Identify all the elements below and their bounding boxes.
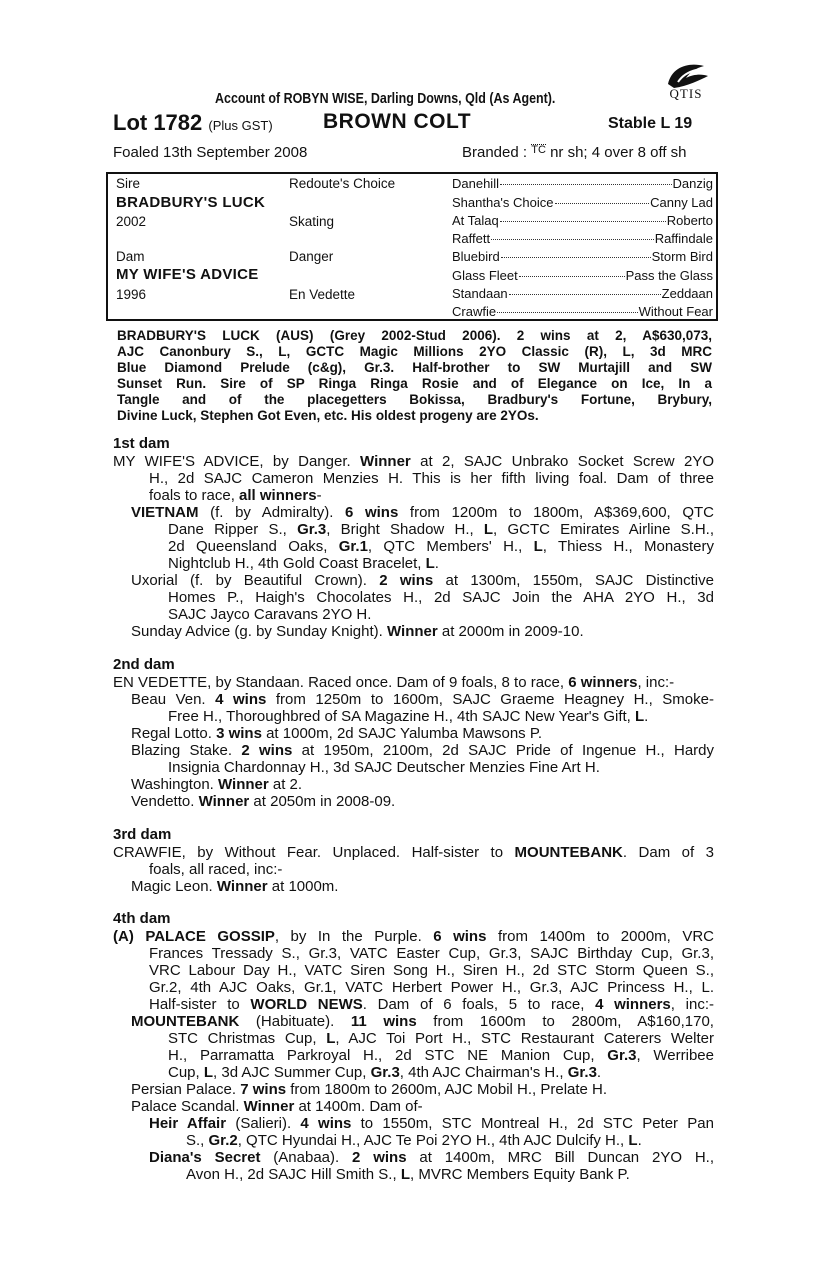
leader-dots — [500, 221, 666, 222]
family-line-pp1 — [131, 1081, 607, 1098]
bold-text: Diana's Secret — [149, 1149, 261, 1166]
family-line-c2 — [149, 861, 282, 878]
text: S., — [186, 1132, 209, 1149]
text: MY WIFE'S ADVICE, by Danger. — [113, 453, 361, 470]
ancestor-row — [452, 231, 713, 246]
ancestor-sire: Storm Bird — [651, 249, 713, 264]
family-line-h1 — [149, 1115, 714, 1132]
text: , by In the Purple. — [274, 928, 434, 945]
bold-text: 7 wins — [240, 1081, 287, 1098]
heading-2nd-dam: 2nd dam — [113, 656, 175, 673]
text: H., 2d SAJC Cameron Menzies H. This is her fifth living foal. Dam of three — [149, 470, 714, 487]
text: , Thiess H., Monastery — [542, 538, 715, 555]
text: Magic Leon. — [131, 878, 217, 895]
text: . — [637, 1132, 642, 1149]
bold-text: 3 wins — [216, 725, 262, 742]
sire-summary-line: Divine Luck, Stephen Got Even, etc. His oldest progeny are 2YOs. — [117, 408, 539, 423]
dam-dam: En Vedette — [289, 287, 356, 302]
stable-label: Stable L 19 — [608, 115, 693, 132]
text: (Habituate). — [239, 1013, 351, 1030]
text: . — [596, 1064, 602, 1081]
bold-text: MOUNTEBANK — [514, 844, 623, 861]
bold-text: 2 wins — [352, 1149, 407, 1166]
text: Gr.2, 4th AJC Oaks, Gr.1, VATC Herbert Power H., Gr.3, AJC Princess H., L. — [149, 979, 714, 996]
bold-text: Gr.3 — [297, 521, 327, 538]
bold-text: 4 wins — [300, 1115, 352, 1132]
family-line-c1 — [113, 844, 714, 861]
text: Avon H., 2d SAJC Hill Smith S., — [186, 1166, 401, 1183]
sire-year: 2002 — [116, 214, 147, 229]
bold-text: L — [635, 708, 645, 725]
text: at 2, SAJC Unbrako Socket Screw 2YO — [410, 453, 714, 470]
text: to 1550m, STC Montreal H., 2d STC Peter Pan — [351, 1115, 714, 1132]
text: (f. by Admiralty). — [198, 504, 345, 521]
bold-text: Winner — [198, 793, 250, 810]
text: at 1950m, 2100m, 2d SAJC Pride of Ingenue H., Hardy — [292, 742, 715, 759]
family-line-h2 — [186, 1132, 642, 1149]
text: , inc:- — [670, 996, 714, 1013]
bold-text: Winner — [218, 776, 269, 793]
heading-3rd-dam: 3rd dam — [113, 826, 172, 843]
text: H., Parramatta Parkroyal H., 2d STC NE Manion Cup, — [168, 1047, 608, 1064]
text: Nightclub H., 4th Gold Coast Bracelet, — [168, 555, 426, 572]
text: Beau Ven. — [131, 691, 216, 708]
text: VRC Labour Day H., VATC Siren Song H., Siren H., 2d STC Storm Queen S., — [149, 962, 714, 979]
account-line: Account of ROBYN WISE, Darling Downs, Qld (As Agent). — [215, 91, 556, 107]
bold-text: L — [400, 1166, 410, 1183]
bold-text: 11 wins — [350, 1013, 417, 1030]
leader-dots — [519, 276, 625, 277]
text: at 2000m in 2009-10. — [437, 623, 584, 640]
text: Frances Tressady S., Gr.3, VATC Easter Cup, Gr.3, SAJC Birthday Cup, Gr.3, — [149, 945, 714, 962]
sire-summary-line: Sunset Run. Sire of SP Ringa Ringa Rosie and of Elegance on Ice, In a — [117, 376, 712, 391]
family-line-m4 — [168, 1064, 601, 1081]
bold-text: 4 winners — [595, 996, 671, 1013]
sire-sire: Redoute's Choice — [289, 176, 396, 191]
ancestor: Glass Fleet — [452, 268, 518, 283]
family-line-vd1 — [131, 793, 395, 810]
bold-text: Winner — [243, 1098, 295, 1115]
sire-label: Sire — [116, 176, 141, 191]
logo-text: QTIS — [669, 86, 703, 101]
text: at 1000m, 2d SAJC Yalumba Mawsons P. — [261, 725, 543, 742]
bold-text: all winners — [239, 487, 317, 504]
ancestor-row — [452, 195, 713, 210]
family-line-p2 — [149, 945, 714, 962]
text: , Werribee — [636, 1047, 714, 1064]
family-line-p4 — [149, 979, 714, 996]
text: 2d Queensland Oaks, — [168, 538, 339, 555]
branded-label: Branded : — [462, 144, 528, 161]
text: Uxorial (f. by Beautiful Crown). — [131, 572, 380, 589]
text: foals, all raced, inc:- — [149, 861, 283, 878]
sire-summary — [117, 328, 712, 424]
text: at 1400m, MRC Bill Duncan 2YO H., — [406, 1149, 715, 1166]
text: STC Christmas Cup, — [168, 1030, 327, 1047]
bold-text: 6 wins — [433, 928, 487, 945]
text: EN VEDETTE, by Standaan. Raced once. Dam of 9 foals, 8 to race, — [113, 674, 569, 691]
brand-mark-icon: TC — [531, 144, 546, 156]
text: Homes P., Haigh's Chocolates H., 2d SAJC Join the AHA 2YO H., 3d — [168, 589, 714, 606]
text: - — [316, 487, 322, 504]
bold-text: 2 wins — [379, 572, 434, 589]
ancestor-row — [452, 176, 713, 191]
bold-text: L — [483, 521, 494, 538]
bold-text: Gr.2 — [208, 1132, 238, 1149]
dam-year: 1996 — [116, 287, 147, 302]
text: Free H., Thoroughbred of SA Magazine H., 4th SAJC New Year's Gift, — [168, 708, 635, 725]
family-line-ds2 — [186, 1166, 630, 1183]
text: from 1200m to 1800m, A$369,600, QTC — [398, 504, 714, 521]
foaled-date: Foaled 13th September 2008 — [113, 144, 308, 161]
family-line-u3 — [168, 606, 371, 623]
family-line-v3 — [168, 538, 714, 555]
text: (Anabaa). — [260, 1149, 353, 1166]
branded-info — [462, 144, 687, 161]
ancestor: Crawfie — [452, 304, 497, 319]
family-line-u2 — [168, 589, 714, 606]
heading-1st-dam: 1st dam — [113, 435, 170, 452]
family-line-s1 — [131, 623, 584, 640]
bold-text: L — [425, 555, 435, 572]
leader-dots — [497, 312, 638, 313]
bold-text: L — [326, 1030, 336, 1047]
text: foals to race, — [149, 487, 240, 504]
family-line-d1c — [149, 487, 322, 504]
ancestor-row — [452, 304, 713, 319]
family-line-v1 — [131, 504, 714, 521]
family-line-ps1 — [131, 1098, 423, 1115]
ancestor-sire: Pass the Glass — [625, 268, 713, 283]
sire-summary-line: AJC Canonbury S., L, GCTC Magic Millions 2YO Classic (R), L, 3d MRC — [117, 344, 712, 359]
heading-4th-dam: 4th dam — [113, 910, 171, 927]
pedigree-table — [106, 172, 718, 321]
ancestor-sire: Roberto — [666, 213, 713, 228]
text: . Dam of 6 foals, 5 to race, — [362, 996, 596, 1013]
horse-description: BROWN COLT — [323, 110, 472, 133]
sire-summary-line: Tangle and of the placegetters Bokissa, Bradbury's Fortune, Brybury, — [117, 392, 712, 407]
lot-number — [113, 110, 273, 136]
bold-text: 2 wins — [241, 742, 293, 759]
leader-dots — [509, 294, 661, 295]
text: at 2. — [268, 776, 303, 793]
bold-text: Heir Affair — [149, 1115, 227, 1132]
text: Regal Lotto. — [131, 725, 217, 742]
text: from 1800m to 2600m, AJC Mobil H., Prelate H. — [286, 1081, 608, 1098]
bold-text: (A) PALACE GOSSIP — [113, 928, 275, 945]
ancestor: Shantha's Choice — [452, 195, 554, 210]
bold-text: Winner — [387, 623, 438, 640]
ancestor-sire: Without Fear — [638, 304, 713, 319]
ancestor-sire: Zeddaan — [661, 286, 713, 301]
family-line-r1 — [131, 725, 542, 742]
text: Dane Ripper S., — [168, 521, 298, 538]
text: , QTC Members' H., — [367, 538, 534, 555]
bold-text: MOUNTEBANK — [131, 1013, 240, 1030]
ancestor-row — [452, 249, 713, 264]
text: Blazing Stake. — [131, 742, 242, 759]
family-line-bs2 — [168, 759, 600, 776]
family-line-ds1 — [149, 1149, 714, 1166]
text: , inc:- — [637, 674, 675, 691]
family-line-p3 — [149, 962, 714, 979]
bold-text: Gr.1 — [338, 538, 368, 555]
family-line-v4 — [168, 555, 439, 572]
bold-text: Winner — [216, 878, 268, 895]
family-line-m1 — [131, 1013, 714, 1030]
bold-text: L — [533, 538, 543, 555]
ancestor: Bluebird — [452, 249, 500, 264]
text: Vendetto. — [131, 793, 199, 810]
text: Sunday Advice (g. by Sunday Knight). — [131, 623, 387, 640]
family-line-m2 — [168, 1030, 714, 1047]
family-line-m3 — [168, 1047, 714, 1064]
text: , 3d AJC Summer Cup, — [213, 1064, 371, 1081]
leader-dots — [491, 239, 654, 240]
sire-name: BRADBURY'S LUCK — [116, 194, 266, 211]
text: Persian Palace. — [131, 1081, 241, 1098]
text: at 1400m. Dam of- — [294, 1098, 423, 1115]
text: , MVRC Members Equity Bank P. — [409, 1166, 630, 1183]
text: from 1250m to 1600m, SAJC Graeme Heagney H., Smoke- — [266, 691, 714, 708]
bold-text: Gr.3 — [567, 1064, 597, 1081]
ancestor-row — [452, 286, 713, 301]
text: Washington. — [131, 776, 218, 793]
bold-text: 6 winners — [568, 674, 638, 691]
ancestor: Danehill — [452, 176, 499, 191]
text: Insignia Chardonnay H., 3d SAJC Deutscher Menzies Fine Art H. — [168, 759, 600, 776]
family-line-p5 — [149, 996, 714, 1013]
family-line-d1b — [149, 470, 714, 487]
ancestor-sire: Raffindale — [654, 231, 713, 246]
dam-name: MY WIFE'S ADVICE — [116, 266, 259, 283]
family-line-ml1 — [131, 878, 338, 895]
bold-text: WORLD NEWS — [250, 996, 363, 1013]
family-line-w1 — [131, 776, 302, 793]
family-line-p1 — [113, 928, 714, 945]
bold-text: L — [203, 1064, 214, 1081]
family-line-bs1 — [131, 742, 714, 759]
family-line-e1 — [113, 674, 674, 691]
ancestor-row — [452, 213, 713, 228]
text: Cup, — [168, 1064, 204, 1081]
text: . — [644, 708, 649, 725]
ancestor: Standaan — [452, 286, 508, 301]
bold-text: Gr.3 — [370, 1064, 400, 1081]
bold-text: 6 wins — [345, 504, 399, 521]
text: Half-sister to — [149, 996, 251, 1013]
text: , Bright Shadow H., — [326, 521, 484, 538]
leader-dots — [500, 184, 672, 185]
bold-text: 4 wins — [215, 691, 267, 708]
text: . Dam of 3 — [622, 844, 714, 861]
bold-text: VIETNAM — [131, 504, 199, 521]
text: , AJC Toi Port H., STC Restaurant Caterers Welter — [335, 1030, 714, 1047]
family-line-u1 — [131, 572, 714, 589]
text: from 1600m to 2800m, A$160,170, — [416, 1013, 714, 1030]
ancestor: Raffett — [452, 231, 491, 246]
family-line-b2 — [168, 708, 648, 725]
text: , 4th AJC Chairman's H., — [399, 1064, 568, 1081]
text: (Salieri). — [226, 1115, 301, 1132]
dam-sire: Danger — [289, 249, 334, 264]
text: at 1300m, 1550m, SAJC Distinctive — [433, 572, 714, 589]
ancestor-row — [452, 268, 713, 283]
sire-summary-line: BRADBURY'S LUCK (AUS) (Grey 2002-Stud 2006). 2 wins at 2, A$630,073, — [117, 328, 712, 343]
text: at 2050m in 2008-09. — [249, 793, 396, 810]
dam-label: Dam — [116, 249, 145, 264]
text: CRAWFIE, by Without Fear. Unplaced. Half-sister to — [113, 844, 515, 861]
text: , QTC Hyundai H., AJC Te Poi 2YO H., 4th AJC Dulcify H., — [237, 1132, 629, 1149]
bold-text: Winner — [360, 453, 411, 470]
leader-dots — [555, 203, 650, 204]
ancestor-sire: Canny Lad — [650, 195, 713, 210]
bold-text: L — [628, 1132, 638, 1149]
plus-gst: (Plus GST) — [208, 118, 273, 133]
ancestor-sire: Danzig — [672, 176, 713, 191]
text: from 1400m to 2000m, VRC — [486, 928, 714, 945]
family-line-d1a — [113, 453, 714, 470]
branded-detail: nr sh; 4 over 8 off sh — [550, 144, 687, 161]
leader-dots — [501, 257, 651, 258]
text: . — [434, 555, 439, 572]
family-line-b1 — [131, 691, 714, 708]
sire-summary-line: Blue Diamond Prelude (c&g), Gr.3. Half-brother to SW Murtajill and SW — [117, 360, 712, 375]
ancestor: At Talaq — [452, 213, 499, 228]
sire-dam: Skating — [289, 214, 335, 229]
bold-text: Gr.3 — [607, 1047, 637, 1064]
lot-label: Lot 1782 — [113, 110, 203, 135]
family-line-v2 — [168, 521, 714, 538]
text: at 1000m. — [267, 878, 339, 895]
text: SAJC Jayco Caravans 2YO H. — [168, 606, 372, 623]
text: Palace Scandal. — [131, 1098, 244, 1115]
text: , GCTC Emirates Airline S.H., — [493, 521, 714, 538]
